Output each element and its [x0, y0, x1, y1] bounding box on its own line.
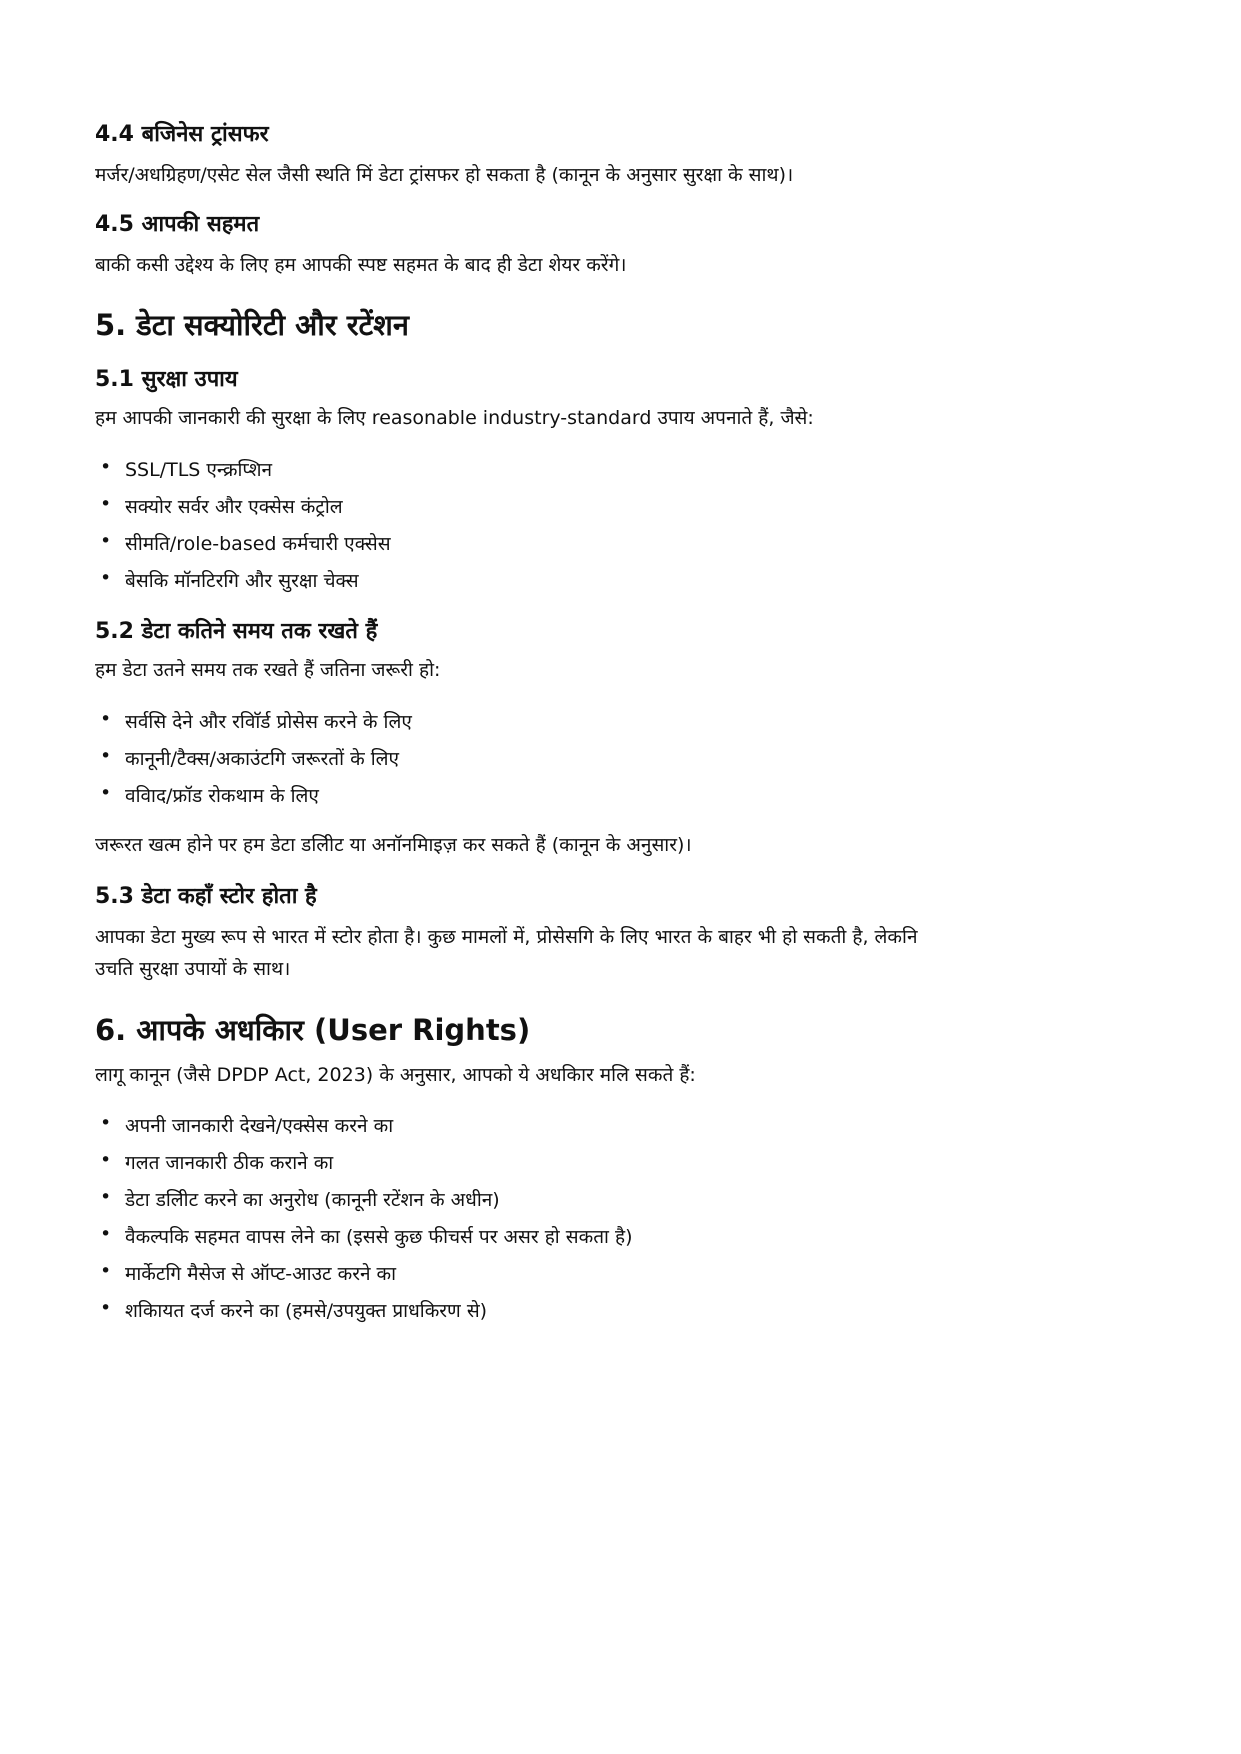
bullet-icon: •: [100, 1223, 112, 1245]
bullet-icon: •: [100, 1149, 112, 1171]
section-6-text: लागू कानून (जैसे DPDP Act, 2023) के अनुसार, आपको ये अधकिार मलि सकते हैं:: [95, 1064, 696, 1086]
bullet-icon: •: [100, 530, 112, 552]
list-item: • शकिायत दर्ज करने का (हमसे/उपयुक्त प्राधकिरण से): [100, 1297, 488, 1322]
section-5-2-heading: 5.2 डेटा कतिने समय तक रखते हैं: [95, 619, 378, 644]
section-6-heading: 6. आपके अधकिार (User Rights): [95, 1013, 531, 1047]
bullet-icon: •: [100, 567, 112, 589]
list-item: • अपनी जानकारी देखने/एक्सेस करने का: [100, 1112, 394, 1137]
list-item: • ववािद/फ्रॉड रोकथाम के लिए: [100, 782, 319, 807]
section-5-heading: 5. डेटा सक्योरिटी और रटेंशन: [95, 308, 409, 342]
section-4-4-text: मर्जर/अधग्रिहण/एसेट सेल जैसी स्थति मिं डेटा ट्रांसफर हो सकता है (कानून के अनुसार सुरक्षा के साथ)।: [95, 164, 794, 186]
list-item: • SSL/TLS एन्क्रप्शिन: [100, 456, 273, 481]
bullet-icon: •: [100, 782, 112, 804]
section-5-3-text-line-2: उचति सुरक्षा उपायों के साथ।: [95, 958, 291, 980]
section-5-3-heading: 5.3 डेटा कहाँ स्टोर होता है: [95, 884, 317, 909]
section-5-3-text-line-1: आपका डेटा मुख्य रूप से भारत में स्टोर होता है। कुछ मामलों में, प्रोसेसगि के लिए भारत के बाहर भी हो सकती है, लेकनि: [95, 926, 918, 948]
bullet-icon: •: [100, 1260, 112, 1282]
bullet-icon: •: [100, 1186, 112, 1208]
bullet-icon: •: [100, 708, 112, 730]
list-item: • कानूनी/टैक्स/अकाउंटगि जरूरतों के लिए: [100, 745, 400, 770]
bullet-icon: •: [100, 1297, 112, 1319]
section-5-2-text: हम डेटा उतने समय तक रखते हैं जतिना जरूरी हो:: [95, 659, 441, 681]
bullet-icon: •: [100, 456, 112, 478]
section-5-1-heading: 5.1 सुरक्षा उपाय: [95, 367, 238, 392]
list-item: • सीमति/role-based कर्मचारी एक्सेस: [100, 530, 391, 555]
list-item: • गलत जानकारी ठीक कराने का: [100, 1149, 334, 1174]
section-4-5-text: बाकी कसी उद्देश्य के लिए हम आपकी स्पष्ट सहमत के बाद ही डेटा शेयर करेंगे।: [95, 254, 627, 276]
bullet-icon: •: [100, 493, 112, 515]
bullet-icon: •: [100, 745, 112, 767]
list-item: • मार्केटगि मैसेज से ऑप्ट-आउट करने का: [100, 1260, 397, 1285]
bullet-icon: •: [100, 1112, 112, 1134]
list-item: • सर्वसि देने और रवािॅर्ड प्रोसेस करने के लिए: [100, 708, 412, 733]
list-item: • सक्योर सर्वर और एक्सेस कंट्रोल: [100, 493, 343, 518]
list-item: • बेसकि मॉनटिरगि और सुरक्षा चेक्स: [100, 567, 359, 592]
section-4-4-heading: 4.4 बजिनेस ट्रांसफर: [95, 122, 269, 147]
section-4-5-heading: 4.5 आपकी सहमत: [95, 212, 260, 237]
section-5-1-text: हम आपकी जानकारी की सुरक्षा के लिए reasonable industry-standard उपाय अपनाते हैं, जैसे:: [95, 407, 814, 429]
list-item: • डेटा डलिीट करने का अनुरोध (कानूनी रटेंशन के अधीन): [100, 1186, 500, 1211]
list-item: • वैकल्पकि सहमत वापस लेने का (इससे कुछ फीचर्स पर असर हो सकता है): [100, 1223, 633, 1248]
section-5-2-after-text: जरूरत खत्म होने पर हम डेटा डलिीट या अनॉनमिाइज़ कर सकते हैं (कानून के अनुसार)।: [95, 834, 692, 856]
